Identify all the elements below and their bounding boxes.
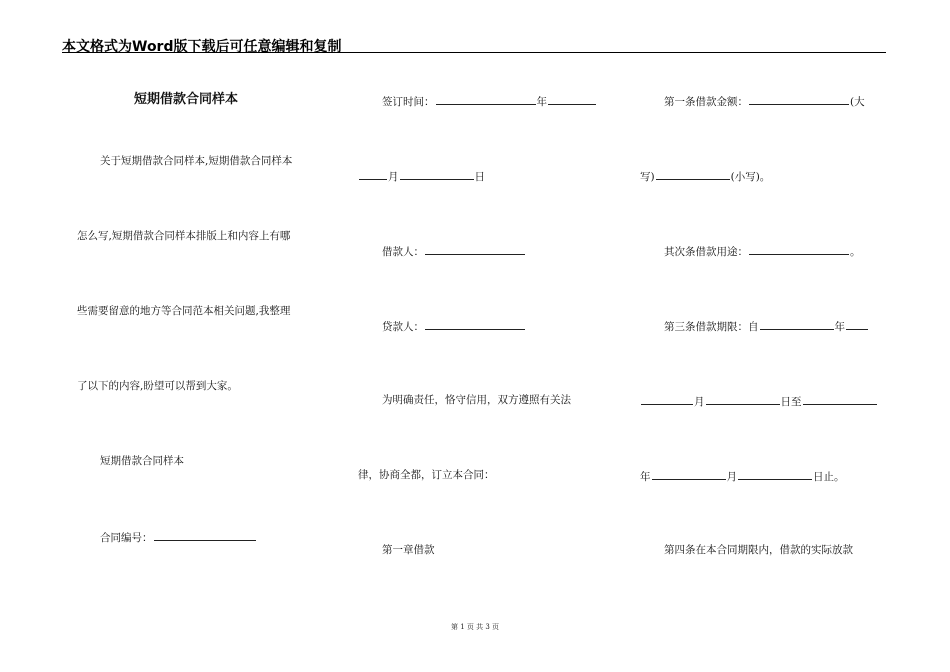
contract-number-row bbox=[100, 529, 257, 545]
amount-numeric-blank bbox=[656, 168, 730, 180]
capital-open: (大 bbox=[850, 96, 865, 108]
sign-year-blank bbox=[436, 93, 536, 105]
from-label: 自 bbox=[748, 321, 759, 333]
intro-line-1: 关于短期借款合同样本,短期借款合同样本 bbox=[100, 155, 293, 167]
month-label: 月 bbox=[726, 471, 737, 483]
day-to-label: 日至 bbox=[780, 396, 802, 408]
year-label: 年 bbox=[834, 321, 845, 333]
month-label: 月 bbox=[388, 171, 399, 183]
sign-month-blank bbox=[359, 168, 387, 180]
article-1-row-2 bbox=[640, 168, 770, 184]
article-3-row-2 bbox=[640, 393, 878, 409]
start-month-blank bbox=[641, 393, 693, 405]
contract-title: 短期借款合同样本 bbox=[134, 92, 239, 107]
lender-row bbox=[382, 318, 526, 334]
article-3-label: 第三条借款期限： bbox=[664, 321, 748, 333]
intro-line-3: 些需要留意的地方等合同范本相关问题,我整理 bbox=[77, 305, 291, 317]
end-year-prefix-blank bbox=[803, 393, 877, 405]
lender-blank bbox=[425, 318, 525, 330]
article-1-row bbox=[664, 93, 865, 109]
borrower-blank bbox=[425, 243, 525, 255]
period-mark: 。 bbox=[850, 246, 861, 258]
intro-line-4: 了以下的内容,盼望可以帮到大家。 bbox=[77, 380, 238, 392]
article-3-row bbox=[664, 318, 869, 334]
article-4-line: 第四条在本合同期限内，借款的实际放款 bbox=[664, 544, 853, 556]
start-day-blank bbox=[706, 393, 780, 405]
start-month-prefix-blank bbox=[846, 318, 868, 330]
article-3-row-3 bbox=[640, 468, 845, 484]
preamble-line-2: 律，协商全都，订立本合同： bbox=[358, 469, 495, 481]
borrower-label: 借款人： bbox=[382, 246, 424, 258]
sign-month-prefix-blank bbox=[548, 93, 596, 105]
subtitle: 短期借款合同样本 bbox=[100, 455, 184, 467]
day-end-label: 日止。 bbox=[813, 471, 845, 483]
contract-number-blank bbox=[154, 529, 256, 541]
sign-day-blank bbox=[400, 168, 474, 180]
year-label: 年 bbox=[640, 471, 651, 483]
numeric-label: (小写)。 bbox=[730, 171, 771, 183]
contract-number-label: 合同编号： bbox=[100, 532, 153, 544]
article-2-row bbox=[664, 243, 861, 259]
article-1-label: 第一条借款金额： bbox=[664, 96, 748, 108]
end-day-blank bbox=[738, 468, 812, 480]
document-header: 本文格式为Word版下载后可任意编辑和复制 bbox=[62, 39, 342, 55]
amount-capital-blank bbox=[749, 93, 849, 105]
start-year-blank bbox=[760, 318, 834, 330]
sign-time-label: 签订时间： bbox=[382, 96, 435, 108]
lender-label: 贷款人： bbox=[382, 321, 424, 333]
preamble-line-1: 为明确责任，恪守信用，双方遵照有关法 bbox=[382, 394, 571, 406]
month-label: 月 bbox=[694, 396, 705, 408]
borrower-row bbox=[382, 243, 526, 259]
article-2-label: 其次条借款用途： bbox=[664, 246, 748, 258]
header-divider bbox=[62, 52, 886, 53]
page-number: 第 1 页 共 3 页 bbox=[450, 623, 500, 631]
day-label: 日 bbox=[474, 171, 485, 183]
end-month-blank bbox=[652, 468, 726, 480]
sign-time-row bbox=[382, 93, 597, 109]
sign-date-row bbox=[358, 168, 485, 184]
purpose-blank bbox=[749, 243, 849, 255]
capital-close: 写) bbox=[640, 171, 655, 183]
year-label: 年 bbox=[536, 96, 547, 108]
intro-line-2: 怎么写,短期借款合同样本排版上和内容上有哪 bbox=[77, 230, 291, 242]
chapter-1-heading: 第一章借款 bbox=[382, 544, 435, 556]
